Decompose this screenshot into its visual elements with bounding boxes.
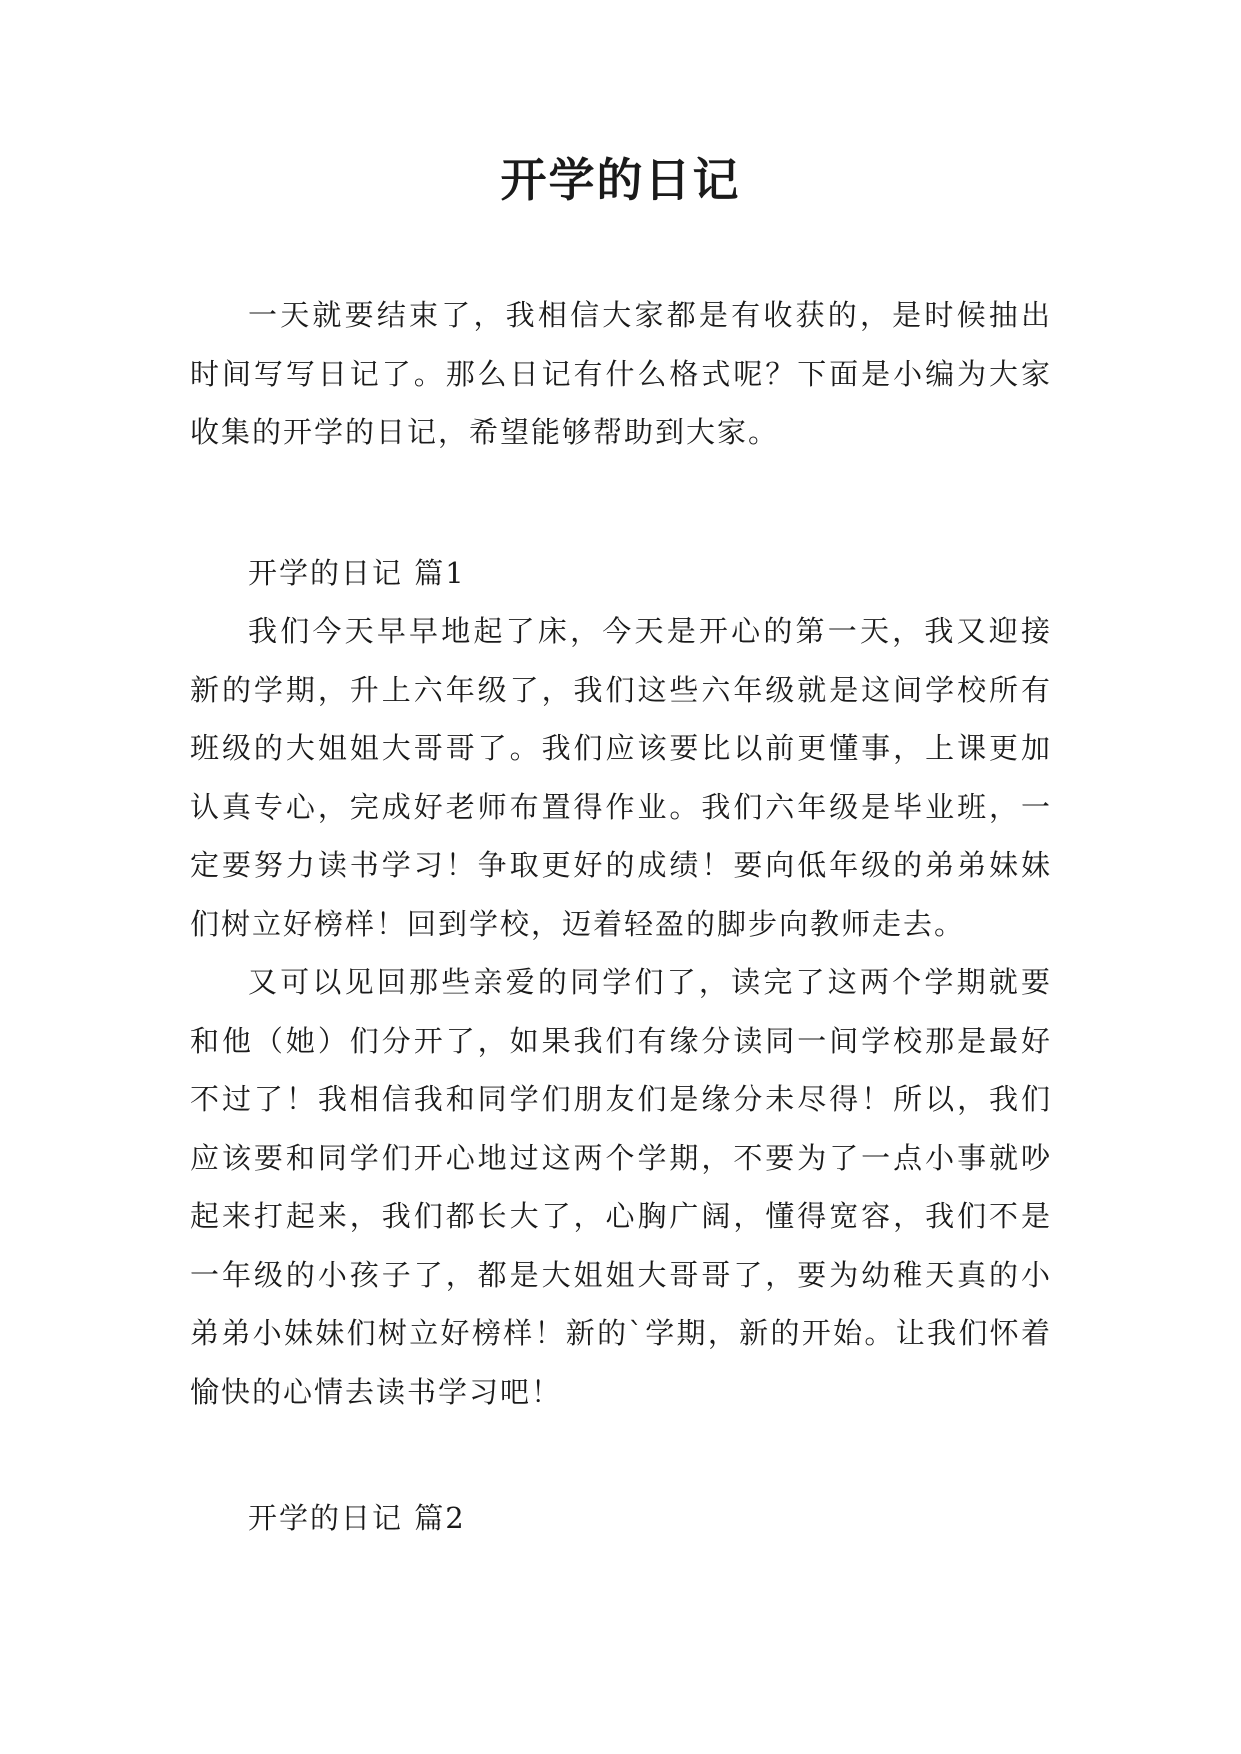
intro-paragraph: 一天就要结束了，我相信大家都是有收获的，是时候抽出时间写写日记了。那么日记有什么格式呢？下面是小编为大家收集的开学的日记，希望能够帮助到大家。: [190, 298, 1052, 449]
section-heading-2: 开学的日记 篇2: [248, 1501, 466, 1535]
document-body: [190, 286, 1052, 1548]
section-1-paragraph-1: 我们今天早早地起了床，今天是开心的第一天，我又迎接新的学期，升上六年级了，我们这些六年级就是这间学校所有班级的大姐姐大哥哥了。我们应该要比以前更懂事，上课更加认真专心，完成好老师布置得作业。我们六年级是毕业班，一定要努力读书学习！争取更好的成绩！要向低年级的弟弟妹妹们树立好榜样！回到学校，迈着轻盈的脚步向教师走去。: [190, 614, 1052, 941]
spacer: [190, 1421, 1052, 1489]
section-1-paragraph-2: 又可以见回那些亲爱的同学们了，读完了这两个学期就要和他（她）们分开了，如果我们有缘分读同一间学校那是最好不过了！我相信我和同学们朋友们是缘分未尽得！所以，我们应该要和同学们开心地过这两个学期，不要为了一点小事就吵起来打起来，我们都长大了，心胸广阔，懂得宽容，我们不是一年级的小孩子了，都是大姐姐大哥哥了，要为幼稚天真的小弟弟小妹妹们树立好榜样！新的`学期，新的开始。让我们怀着愉快的心情去读书学习吧！: [190, 965, 1052, 1409]
section-heading-1: 开学的日记 篇1: [248, 555, 466, 590]
document-title: 开学的日记: [500, 153, 741, 207]
spacer: [190, 462, 1052, 544]
